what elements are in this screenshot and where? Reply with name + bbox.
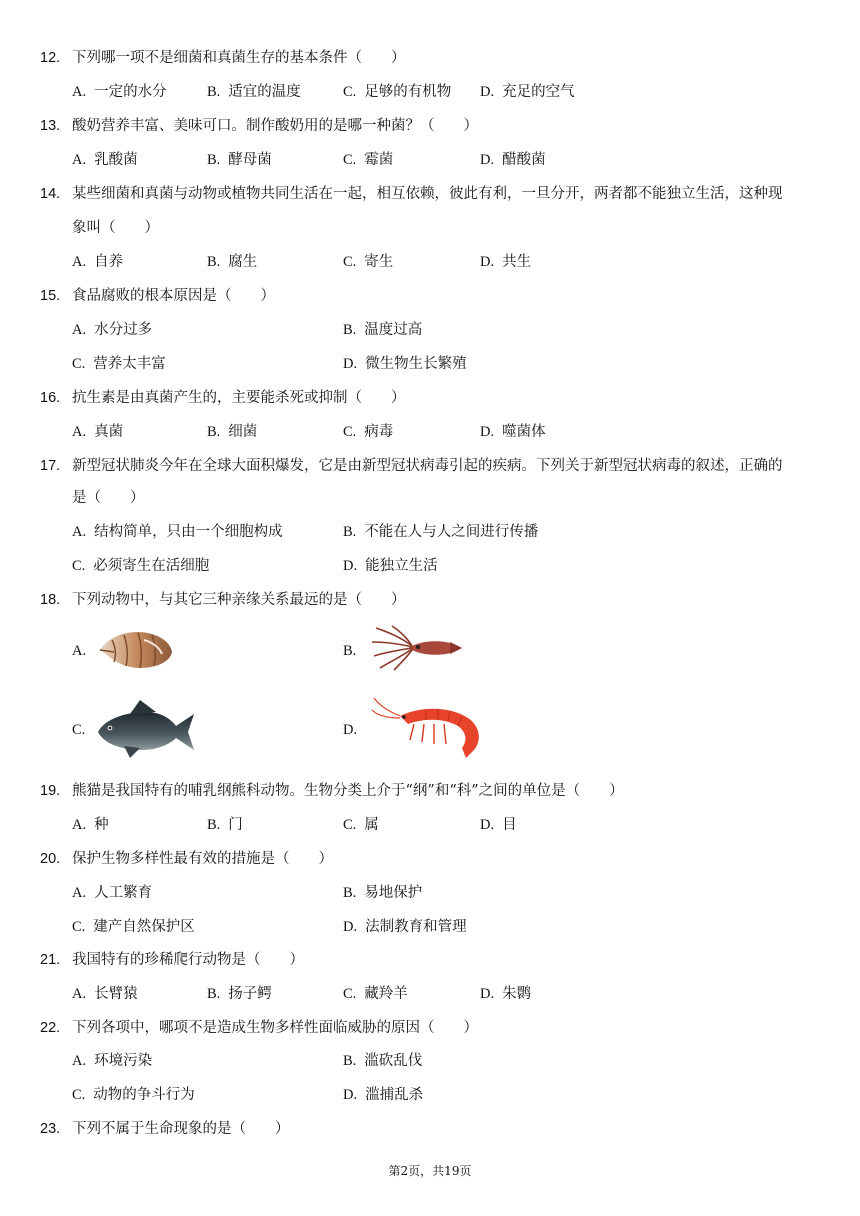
option-c[interactable]: C. 必须寄生在活细胞 bbox=[72, 558, 210, 574]
question-stem: 食品腐败的根本原因是（ ） bbox=[72, 288, 275, 304]
option-b[interactable]: B. 扬子鳄 bbox=[207, 986, 272, 1002]
option-d[interactable]: D. 目 bbox=[480, 817, 517, 833]
question-number: 19. bbox=[40, 783, 61, 799]
option-d[interactable]: D. 法制教育和管理 bbox=[343, 919, 467, 935]
option-b[interactable]: B. 温度过高 bbox=[343, 322, 423, 338]
question-stem: 我国特有的珍稀爬行动物是（ ） bbox=[72, 952, 304, 968]
shrimp-icon bbox=[370, 696, 486, 762]
option-d[interactable]: D. 能独立生活 bbox=[343, 558, 438, 574]
option-a[interactable]: A. 长臂猿 bbox=[72, 986, 138, 1002]
option-a[interactable]: A. bbox=[72, 643, 87, 659]
option-a[interactable]: A. 环境污染 bbox=[72, 1053, 153, 1069]
option-c[interactable]: C. bbox=[72, 722, 86, 738]
option-b[interactable]: B. 细菌 bbox=[207, 424, 258, 440]
question-number: 23. bbox=[40, 1121, 61, 1137]
question-stem-continued: 是（ ） bbox=[72, 490, 145, 506]
question-19 bbox=[40, 781, 820, 801]
option-a[interactable]: A. 真菌 bbox=[72, 424, 124, 440]
option-a[interactable]: A. 自养 bbox=[72, 254, 124, 270]
option-a[interactable]: A. 水分过多 bbox=[72, 322, 153, 338]
question-number: 17. bbox=[40, 458, 61, 474]
option-b[interactable]: B. 不能在人与人之间进行传播 bbox=[343, 524, 539, 540]
option-c[interactable]: C. 营养太丰富 bbox=[72, 356, 166, 372]
option-a[interactable]: A. 结构简单，只由一个细胞构成 bbox=[72, 524, 283, 540]
option-b[interactable]: B. 门 bbox=[207, 817, 243, 833]
question-number: 21. bbox=[40, 952, 61, 968]
option-c[interactable]: C. 霉菌 bbox=[343, 152, 394, 168]
option-d[interactable]: D. 滥捕乱杀 bbox=[343, 1087, 424, 1103]
option-a[interactable]: A. 乳酸菌 bbox=[72, 152, 138, 168]
option-d[interactable]: D. 噬菌体 bbox=[480, 424, 546, 440]
page-footer: 第2页，共19页 bbox=[388, 1164, 472, 1178]
question-stem: 酸奶营养丰富、美味可口。制作酸奶用的是哪一种菌？（ ） bbox=[72, 118, 478, 134]
option-d[interactable]: D. 醋酸菌 bbox=[480, 152, 546, 168]
option-c[interactable]: C. 藏羚羊 bbox=[343, 986, 408, 1002]
option-b[interactable]: B. 腐生 bbox=[207, 254, 258, 270]
question-stem: 保护生物多样性最有效的措施是（ ） bbox=[72, 851, 333, 867]
question-20 bbox=[40, 849, 820, 869]
option-b[interactable]: B. 适宜的温度 bbox=[207, 84, 301, 100]
question-stem: 熊猫是我国特有的哺乳纲熊科动物。生物分类上介于“纲”和“科”之间的单位是（ ） bbox=[72, 783, 624, 799]
question-14 bbox=[40, 184, 820, 204]
squid-icon bbox=[368, 624, 464, 672]
option-c[interactable]: C. 足够的有机物 bbox=[343, 84, 452, 100]
option-b[interactable]: B. bbox=[343, 643, 357, 659]
question-16 bbox=[40, 388, 820, 408]
option-d[interactable]: D. 共生 bbox=[480, 254, 532, 270]
option-c[interactable]: C. 病毒 bbox=[343, 424, 394, 440]
option-d[interactable]: D. 朱鹮 bbox=[480, 986, 532, 1002]
question-stem: 下列不属于生命现象的是（ ） bbox=[72, 1121, 290, 1137]
question-number: 18. bbox=[40, 592, 61, 608]
question-number: 14. bbox=[40, 186, 61, 202]
option-c[interactable]: C. 建产自然保护区 bbox=[72, 919, 195, 935]
option-d[interactable]: D. bbox=[343, 722, 358, 738]
option-b[interactable]: B. 酵母菌 bbox=[207, 152, 272, 168]
option-a[interactable]: A. 一定的水分 bbox=[72, 84, 167, 100]
option-b[interactable]: B. 滥砍乱伐 bbox=[343, 1053, 423, 1069]
question-13 bbox=[40, 116, 820, 136]
option-c[interactable]: C. 动物的争斗行为 bbox=[72, 1087, 195, 1103]
question-stem: 新型冠状肺炎今年在全球大面积爆发，它是由新型冠状病毒引起的疾病。下列关于新型冠状病毒的叙述，正确的 bbox=[72, 458, 783, 474]
carp-fish-icon bbox=[94, 698, 198, 760]
question-stem-continued: 象叫（ ） bbox=[72, 220, 159, 236]
question-23 bbox=[40, 1119, 820, 1139]
question-17 bbox=[40, 456, 820, 476]
question-stem: 抗生素是由真菌产生的，主要能杀死或抑制（ ） bbox=[72, 390, 406, 406]
question-stem: 下列动物中，与其它三种亲缘关系最远的是（ ） bbox=[72, 592, 406, 608]
conch-shell-icon bbox=[96, 626, 176, 672]
option-c[interactable]: C. 属 bbox=[343, 817, 379, 833]
question-number: 22. bbox=[40, 1020, 61, 1036]
question-number: 15. bbox=[40, 288, 61, 304]
question-number: 16. bbox=[40, 390, 61, 406]
question-number: 13. bbox=[40, 118, 61, 134]
option-d[interactable]: D. 微生物生长繁殖 bbox=[343, 356, 467, 372]
question-18 bbox=[40, 590, 820, 610]
question-12 bbox=[40, 48, 820, 68]
option-a[interactable]: A. 种 bbox=[72, 817, 109, 833]
question-number: 12. bbox=[40, 50, 61, 66]
question-number: 20. bbox=[40, 851, 61, 867]
option-a[interactable]: A. 人工繁育 bbox=[72, 885, 153, 901]
question-stem: 下列哪一项不是细菌和真菌生存的基本条件（ ） bbox=[72, 50, 406, 66]
option-b[interactable]: B. 易地保护 bbox=[343, 885, 423, 901]
question-15 bbox=[40, 286, 820, 306]
question-stem: 某些细菌和真菌与动物或植物共同生活在一起，相互依赖，彼此有利，一旦分开，两者都不能独立生活，这种现 bbox=[72, 186, 783, 202]
option-d[interactable]: D. 充足的空气 bbox=[480, 84, 575, 100]
question-22 bbox=[40, 1018, 820, 1038]
question-21 bbox=[40, 950, 820, 970]
question-stem: 下列各项中，哪项不是造成生物多样性面临威胁的原因（ ） bbox=[72, 1020, 478, 1036]
option-c[interactable]: C. 寄生 bbox=[343, 254, 394, 270]
